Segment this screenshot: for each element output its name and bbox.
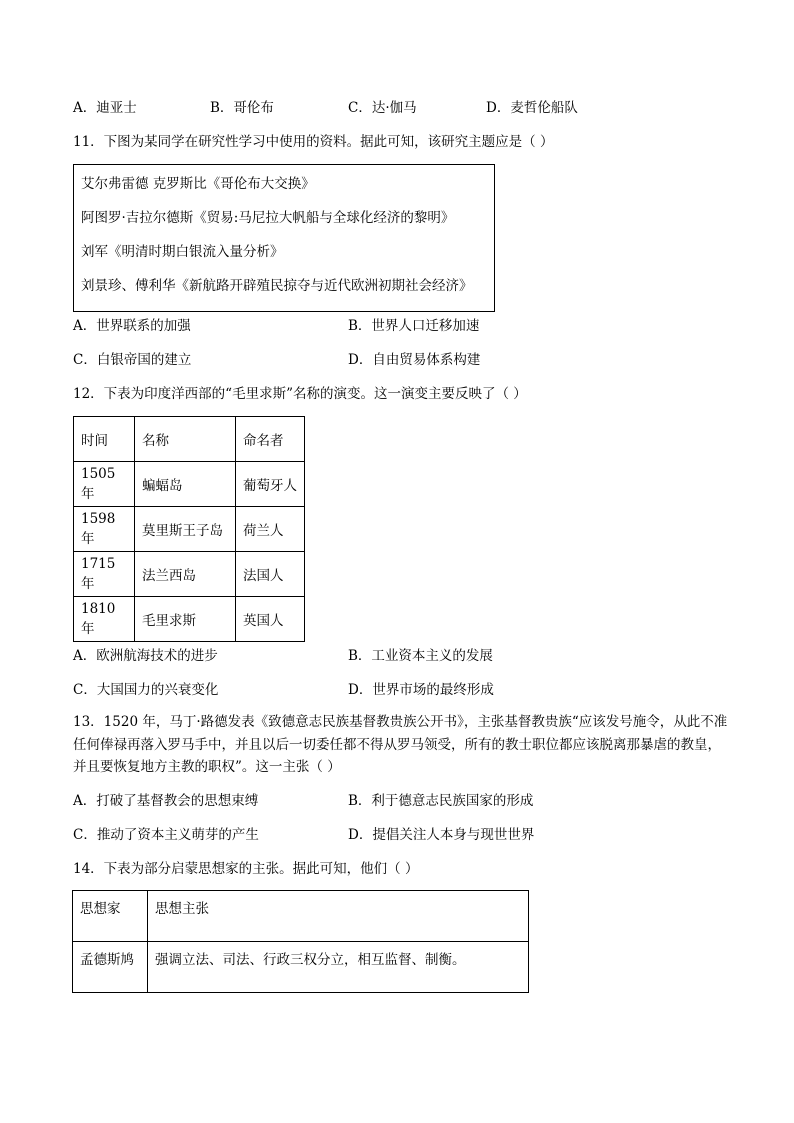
q12-option-d: D．世界市场的最终形成 <box>348 682 494 698</box>
q10-option-d: D．麦哲伦船队 <box>486 100 578 116</box>
q11-option-d: D．自由贸易体系构建 <box>348 352 481 368</box>
table-header-row <box>74 417 305 462</box>
table-row <box>74 507 305 552</box>
q11-source-4: 刘景珍、傅利华《新航路开辟殖民掠夺与近代欧洲初期社会经济》 <box>81 278 473 294</box>
q13-option-c: C．推动了资本主义萌芽的产生 <box>73 827 259 843</box>
table-cell: 孟德斯鸠 <box>73 942 148 993</box>
q11-source-1: 艾尔弗雷德 克罗斯比《哥伦布大交换》 <box>81 176 315 192</box>
table-cell: 1598 年 <box>74 507 135 552</box>
table-row <box>73 942 529 993</box>
table-header-cell: 命名者 <box>236 417 305 462</box>
table-cell: 莫里斯王子岛 <box>135 507 236 552</box>
q14-stem: 14．下表为部分启蒙思想家的主张。据此可知，他们（ ） <box>73 861 419 877</box>
q11-stem: 11．下图为某同学在研究性学习中使用的资料。据此可知，该研究主题应是（ ） <box>73 134 554 150</box>
q13-option-d: D．提倡关注人本身与现世世界 <box>348 827 535 843</box>
q11-option-b: B．世界人口迁移加速 <box>348 318 480 334</box>
table-cell: 法国人 <box>236 552 305 597</box>
q10-option-a: A．迪亚士 <box>73 100 137 116</box>
table-header-row <box>73 891 529 942</box>
table-header-cell: 思想主张 <box>148 891 529 942</box>
q13-option-a: A．打破了基督教会的思想束缚 <box>73 793 259 809</box>
q12-table <box>73 416 305 642</box>
table-row <box>74 552 305 597</box>
table-row <box>74 462 305 507</box>
table-row <box>74 597 305 642</box>
q10-option-b: B．哥伦布 <box>210 100 274 116</box>
q11-source-3: 刘军《明清时期白银流入量分析》 <box>81 244 284 260</box>
table-header-cell: 名称 <box>135 417 236 462</box>
table-cell: 1715 年 <box>74 552 135 597</box>
table-cell: 荷兰人 <box>236 507 305 552</box>
table-cell: 英国人 <box>236 597 305 642</box>
q14-table <box>72 890 529 993</box>
q11-option-c: C．白银帝国的建立 <box>73 352 192 368</box>
table-header-cell: 思想家 <box>73 891 148 942</box>
q11-source-box <box>73 164 495 312</box>
table-cell: 1505 年 <box>74 462 135 507</box>
q11-option-a: A．世界联系的加强 <box>73 318 191 334</box>
table-cell: 毛里求斯 <box>135 597 236 642</box>
table-cell: 葡萄牙人 <box>236 462 305 507</box>
table-cell: 强调立法、司法、行政三权分立，相互监督、制衡。 <box>148 942 529 993</box>
table-cell: 1810 年 <box>74 597 135 642</box>
q12-option-c: C．大国国力的兴衰变化 <box>73 682 219 698</box>
q12-option-a: A．欧洲航海技术的进步 <box>73 648 218 664</box>
q12-option-b: B．工业资本主义的发展 <box>348 648 493 664</box>
q13-option-b: B．利于德意志民族国家的形成 <box>348 793 534 809</box>
table-cell: 蝙蝠岛 <box>135 462 236 507</box>
q13-stem: 13．1520 年，马丁·路德发表《致德意志民族基督教贵族公开书》，主张基督教贵族“应该发号施令，从此不准任何俸禄再落入罗马手中，并且以后一切委任都不得从罗马领受，所有的教士职位都应该脱离那暴虐的教皇，并且要恢复地方主教的职权”。这一主张（ ） <box>73 714 728 775</box>
q10-option-c: C．达·伽马 <box>348 100 417 116</box>
table-cell: 法兰西岛 <box>135 552 236 597</box>
q12-stem: 12．下表为印度洋西部的“毛里求斯”名称的演变。这一演变主要反映了（ ） <box>73 386 527 402</box>
q11-source-2: 阿图罗·吉拉尔德斯《贸易:马尼拉大帆船与全球化经济的黎明》 <box>81 210 455 226</box>
table-header-cell: 时间 <box>74 417 135 462</box>
